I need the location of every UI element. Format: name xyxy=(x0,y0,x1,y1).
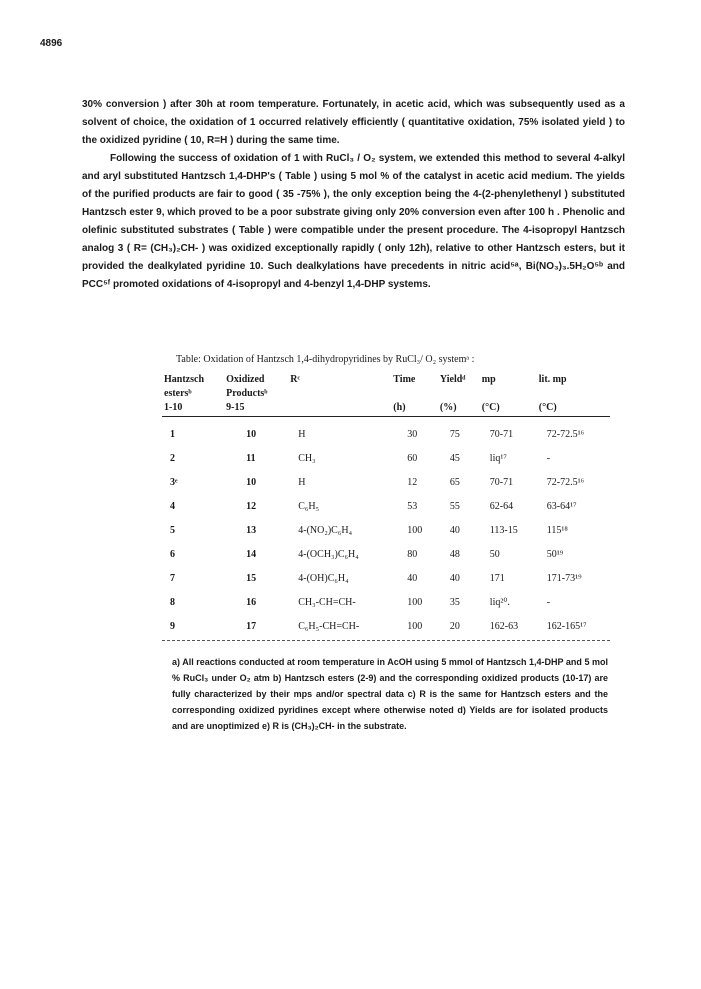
cell-lit-mp: - xyxy=(546,453,551,464)
header-ester-range: 1-10 xyxy=(162,401,224,417)
cell-mp: 70-71 xyxy=(489,477,514,488)
cell-product: 10 xyxy=(246,477,257,488)
cell-ester: 8 xyxy=(170,597,175,608)
cell-mp: liq¹⁷ xyxy=(489,453,507,464)
results-table xyxy=(162,373,610,639)
cell-mp: liq²⁰. xyxy=(489,597,510,608)
cell-r: CH₃ xyxy=(298,453,316,464)
footnote-text: a) All reactions conducted at room temperature in AcOH using 5 mmol of Hantzsch 1,4-DHP and 5 mol % RuCl₃ under O₂ atm b) Hantzsch esters (2-9) and the corresponding oxidized products (10-17) are fully characterized by their mps and/or spectral data c) R is the same for Hantzsch esters and the corresponding oxidized pyridines except where otherwise noted d) Yields are for isolated products and are unoptimized e) R is (CH₃)₂CH- in the substrate. xyxy=(172,657,608,731)
cell-time: 53 xyxy=(407,501,418,512)
cell-ester: 5 xyxy=(170,525,175,536)
page-number: 4896 xyxy=(40,38,63,49)
cell-mp: 171 xyxy=(489,573,505,584)
cell-r: H xyxy=(298,477,306,488)
table-row xyxy=(162,543,610,567)
table-row xyxy=(162,615,610,639)
cell-ester: 1 xyxy=(170,429,175,440)
cell-time: 100 xyxy=(407,597,423,608)
cell-r: 4-(OH)C₆H₄ xyxy=(298,573,349,584)
cell-r: 4-(NO₂)C₆H₄ xyxy=(298,525,353,536)
table-row xyxy=(162,519,610,543)
cell-lit-mp: 162-165¹⁷ xyxy=(546,621,587,632)
cell-lit-mp: 72-72.5¹⁶ xyxy=(546,477,585,488)
cell-lit-mp: 50¹⁹ xyxy=(546,549,564,560)
table-row xyxy=(162,591,610,615)
cell-time: 100 xyxy=(407,525,423,536)
cell-ester: 7 xyxy=(170,573,175,584)
cell-time: 80 xyxy=(407,549,418,560)
cell-r: 4-(OCH₃)C₆H₄ xyxy=(298,549,359,560)
cell-mp: 162-63 xyxy=(489,621,519,632)
table-body xyxy=(162,417,610,640)
cell-product: 11 xyxy=(246,453,256,464)
cell-yield: 40 xyxy=(449,525,460,536)
cell-time: 30 xyxy=(407,429,418,440)
cell-product: 14 xyxy=(246,549,257,560)
header-esters: estersᵇ xyxy=(164,388,192,399)
cell-r: H xyxy=(298,429,306,440)
header-oxidized: Oxidized xyxy=(226,374,265,385)
cell-product: 13 xyxy=(246,525,257,536)
table-row xyxy=(162,417,610,448)
cell-r: C₆H₅-CH=CH- xyxy=(298,621,360,632)
paragraph-1: 30% conversion ) after 30h at room temperature. Fortunately, in acetic acid, which was subsequently used as a solvent of choice, the oxidation of 1 occurred relatively efficiently ( quantitative oxidation, 75% isolated yield ) to the oxidized pyridine ( 10, R=H ) during the same time. xyxy=(82,99,625,146)
cell-product: 10 xyxy=(246,429,257,440)
header-lit-mp-unit: (°C) xyxy=(537,401,610,417)
cell-mp: 50 xyxy=(489,549,500,560)
cell-time: 12 xyxy=(407,477,418,488)
header-time-unit: (h) xyxy=(391,401,438,417)
cell-ester: 4 xyxy=(170,501,175,512)
cell-yield: 40 xyxy=(449,573,460,584)
header-mp: mp xyxy=(481,374,496,385)
header-lit-mp: lit. mp xyxy=(538,374,567,385)
body-text xyxy=(82,96,625,294)
cell-product: 16 xyxy=(246,597,257,608)
cell-ester: 3ᵉ xyxy=(170,477,178,488)
cell-lit-mp: 72-72.5¹⁶ xyxy=(546,429,585,440)
cell-lit-mp: 171-73¹⁹ xyxy=(546,573,582,584)
cell-mp: 113-15 xyxy=(489,525,518,536)
header-time: Time xyxy=(393,374,416,385)
table-row xyxy=(162,567,610,591)
cell-product: 12 xyxy=(246,501,257,512)
footnote-divider xyxy=(162,640,610,641)
cell-yield: 20 xyxy=(449,621,460,632)
cell-time: 40 xyxy=(407,573,418,584)
cell-yield: 48 xyxy=(449,549,460,560)
table-row xyxy=(162,495,610,519)
header-products: Productsᵇ xyxy=(226,388,268,399)
table-footnotes xyxy=(172,654,608,734)
header-yield: Yieldᵈ xyxy=(439,374,466,385)
cell-ester: 2 xyxy=(170,453,175,464)
cell-ester: 9 xyxy=(170,621,175,632)
table-row xyxy=(162,471,610,495)
header-hantzsch: Hantzsch xyxy=(164,374,204,385)
paragraph-2: Following the success of oxidation of 1 with RuCl₃ / O₂ system, we extended this method to several 4-alkyl and aryl substituted Hantzsch 1,4-DHP's ( Table ) using 5 mol % of the catalyst in acetic acid medium. The yields of the purified products are fair to good ( 35 -75% ), the only exception being the 4-(2-phenylethenyl ) substituted Hantzsch ester 9, which proved to be a poor substrate giving only 20% conversion even after 100 h . Phenolic and olefinic substituted substrates ( Table ) were compatible under the present procedure. The 4-isopropyl Hantzsch analog 3 ( R= (CH₃)₂CH- ) was oxidized exceptionally rapidly ( only 12h), relative to other Hantzsch esters, but it provided the dealkylated pyridine 10. Such dealkylations have precedents in nitric acid⁵ᵃ, Bi(NO₃)₃.5H₂O⁵ᵇ and PCC⁵ᶠ promoted oxidations of 4-isopropyl and 4-benzyl 1,4-DHP systems. xyxy=(82,153,625,290)
cell-mp: 62-64 xyxy=(489,501,514,512)
cell-yield: 55 xyxy=(449,501,460,512)
table-header xyxy=(162,373,610,417)
table-caption: Table: Oxidation of Hantzsch 1,4-dihydropyridines by RuCl₃/ O₂ systemᵃ : xyxy=(176,354,475,365)
cell-mp: 70-71 xyxy=(489,429,514,440)
cell-r: CH₃-CH=CH- xyxy=(298,597,356,608)
header-r: Rᶜ xyxy=(290,374,301,385)
header-yield-unit: (%) xyxy=(438,401,480,417)
cell-time: 100 xyxy=(407,621,423,632)
cell-product: 15 xyxy=(246,573,257,584)
cell-r: C₆H₅ xyxy=(298,501,320,512)
cell-lit-mp: 115¹⁸ xyxy=(546,525,568,536)
cell-yield: 45 xyxy=(449,453,460,464)
header-product-range: 9-15 xyxy=(224,401,288,417)
cell-ester: 6 xyxy=(170,549,175,560)
header-mp-unit: (°C) xyxy=(480,401,537,417)
cell-yield: 35 xyxy=(449,597,460,608)
cell-yield: 65 xyxy=(449,477,460,488)
table-row xyxy=(162,447,610,471)
cell-time: 60 xyxy=(407,453,418,464)
cell-lit-mp: - xyxy=(546,597,551,608)
cell-product: 17 xyxy=(246,621,257,632)
cell-yield: 75 xyxy=(449,429,460,440)
cell-lit-mp: 63-64¹⁷ xyxy=(546,501,577,512)
